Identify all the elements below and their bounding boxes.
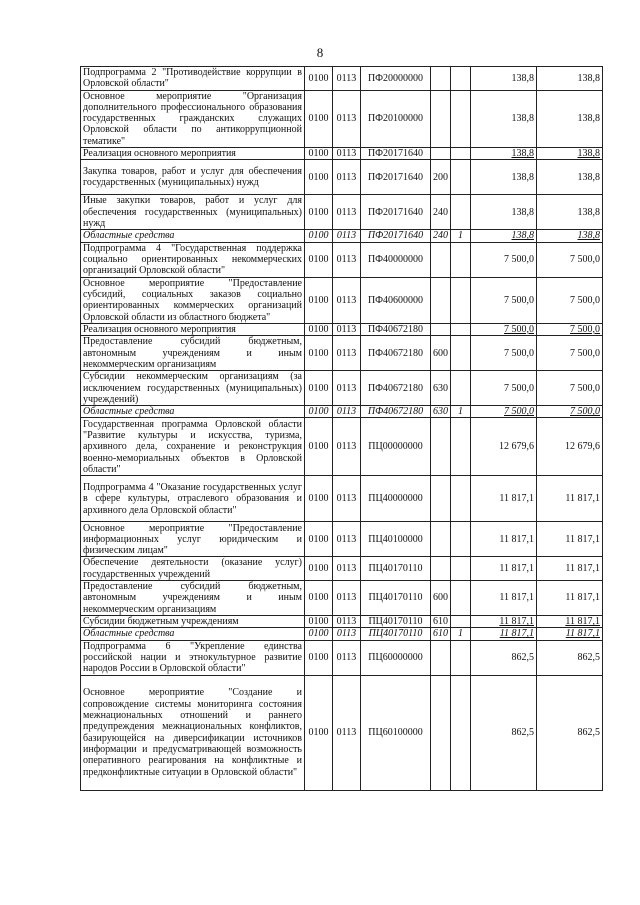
funding-source-code — [451, 640, 471, 675]
row-name: Реализация основного мероприятия — [81, 148, 305, 160]
amount-1: 862,5 — [471, 675, 537, 790]
amount-1: 7 500,0 — [471, 323, 537, 335]
subsection-code: 0113 — [333, 616, 361, 628]
target-article-code: ПЦ60100000 — [361, 675, 431, 790]
table-row — [81, 616, 603, 628]
row-name: Предоставление субсидий бюджетным, автономным учреждениям и иным некоммерческим организациям — [81, 581, 305, 616]
amount-1: 11 817,1 — [471, 581, 537, 616]
table-row — [81, 557, 603, 581]
expense-type-code — [431, 522, 451, 557]
row-name: Областные средства — [81, 230, 305, 242]
amount-2: 7 500,0 — [537, 323, 603, 335]
row-name: Предоставление субсидий бюджетным, автономным учреждениям и иным некоммерческим организациям — [81, 336, 305, 371]
target-article-code: ПФ20100000 — [361, 90, 431, 147]
target-article-code: ПФ40600000 — [361, 277, 431, 323]
table-row — [81, 371, 603, 406]
section-code: 0100 — [305, 406, 333, 418]
subsection-code: 0113 — [333, 406, 361, 418]
amount-1: 11 817,1 — [471, 522, 537, 557]
amount-1: 7 500,0 — [471, 242, 537, 277]
funding-source-code — [451, 581, 471, 616]
row-name: Областные средства — [81, 406, 305, 418]
funding-source-code — [451, 557, 471, 581]
table-row — [81, 230, 603, 242]
target-article-code: ПЦ40170110 — [361, 616, 431, 628]
expense-type-code — [431, 277, 451, 323]
funding-source-code — [451, 371, 471, 406]
expense-type-code — [431, 242, 451, 277]
amount-2: 11 817,1 — [537, 476, 603, 522]
amount-1: 138,8 — [471, 148, 537, 160]
amount-2: 138,8 — [537, 230, 603, 242]
section-code: 0100 — [305, 195, 333, 230]
subsection-code: 0113 — [333, 148, 361, 160]
table-row — [81, 628, 603, 640]
amount-1: 862,5 — [471, 640, 537, 675]
amount-1: 11 817,1 — [471, 616, 537, 628]
expense-type-code — [431, 418, 451, 476]
target-article-code: ПФ20171640 — [361, 195, 431, 230]
section-code: 0100 — [305, 616, 333, 628]
target-article-code: ПЦ40170110 — [361, 557, 431, 581]
funding-source-code — [451, 160, 471, 195]
target-article-code: ПЦ40000000 — [361, 476, 431, 522]
table-row — [81, 418, 603, 476]
target-article-code: ПФ40672180 — [361, 336, 431, 371]
table-row — [81, 675, 603, 790]
amount-1: 138,8 — [471, 195, 537, 230]
amount-2: 138,8 — [537, 90, 603, 147]
funding-source-code — [451, 195, 471, 230]
amount-1: 7 500,0 — [471, 406, 537, 418]
row-name: Основное мероприятие "Предоставление информационных услуг юридическим и физическим лицам" — [81, 522, 305, 557]
expense-type-code — [431, 148, 451, 160]
funding-source-code: 1 — [451, 628, 471, 640]
subsection-code: 0113 — [333, 277, 361, 323]
funding-source-code — [451, 336, 471, 371]
row-name: Реализация основного мероприятия — [81, 323, 305, 335]
row-name: Основное мероприятие "Создание и сопровождение системы мониторинга состояния межнациональных отношений и раннего предупреждения межнациональных конфликтов, базирующейся на диверсификации источников информации и предусматривающей возможность оперативного реагирования на конфликтные и предконфликтные ситуации в Орловской области" — [81, 675, 305, 790]
expense-type-code — [431, 90, 451, 147]
expense-type-code — [431, 323, 451, 335]
funding-source-code — [451, 67, 471, 91]
section-code: 0100 — [305, 277, 333, 323]
expense-type-code: 240 — [431, 230, 451, 242]
target-article-code: ПЦ40100000 — [361, 522, 431, 557]
subsection-code: 0113 — [333, 522, 361, 557]
funding-source-code — [451, 476, 471, 522]
amount-2: 138,8 — [537, 148, 603, 160]
section-code: 0100 — [305, 371, 333, 406]
subsection-code: 0113 — [333, 418, 361, 476]
row-name: Подпрограмма 4 "Оказание государственных услуг в сфере культуры, отраслевого образования и архивного дела Орловской области" — [81, 476, 305, 522]
amount-2: 138,8 — [537, 67, 603, 91]
section-code: 0100 — [305, 628, 333, 640]
amount-2: 11 817,1 — [537, 557, 603, 581]
funding-source-code — [451, 277, 471, 323]
expense-type-code — [431, 476, 451, 522]
subsection-code: 0113 — [333, 336, 361, 371]
table-row — [81, 522, 603, 557]
row-name: Обеспечение деятельности (оказание услуг) государственных учреждений — [81, 557, 305, 581]
row-name: Закупка товаров, работ и услуг для обеспечения государственных (муниципальных) нужд — [81, 160, 305, 195]
row-name: Областные средства — [81, 628, 305, 640]
target-article-code: ПФ40672180 — [361, 323, 431, 335]
table-row — [81, 90, 603, 147]
amount-2: 11 817,1 — [537, 581, 603, 616]
funding-source-code — [451, 90, 471, 147]
table-row — [81, 67, 603, 91]
subsection-code: 0113 — [333, 195, 361, 230]
section-code: 0100 — [305, 581, 333, 616]
table-row — [81, 336, 603, 371]
target-article-code: ПФ40672180 — [361, 371, 431, 406]
section-code: 0100 — [305, 418, 333, 476]
target-article-code: ПФ20171640 — [361, 230, 431, 242]
section-code: 0100 — [305, 230, 333, 242]
expense-type-code — [431, 557, 451, 581]
target-article-code: ПФ40000000 — [361, 242, 431, 277]
row-name: Субсидии некоммерческим организациям (за исключением государственных (муниципальных) учреждений) — [81, 371, 305, 406]
amount-2: 12 679,6 — [537, 418, 603, 476]
amount-1: 138,8 — [471, 230, 537, 242]
target-article-code: ПФ20171640 — [361, 160, 431, 195]
expense-type-code — [431, 67, 451, 91]
expense-type-code: 630 — [431, 371, 451, 406]
section-code: 0100 — [305, 148, 333, 160]
amount-2: 11 817,1 — [537, 628, 603, 640]
funding-source-code — [451, 522, 471, 557]
table-row — [81, 277, 603, 323]
amount-2: 11 817,1 — [537, 616, 603, 628]
amount-1: 11 817,1 — [471, 476, 537, 522]
row-name: Субсидии бюджетным учреждениям — [81, 616, 305, 628]
expense-type-code: 600 — [431, 581, 451, 616]
expense-type-code — [431, 640, 451, 675]
target-article-code: ПЦ60000000 — [361, 640, 431, 675]
row-name: Основное мероприятие "Предоставление субсидий, социальных заказов социально ориентированных коммерческих организаций Орловской области из областного бюджета" — [81, 277, 305, 323]
table-row — [81, 406, 603, 418]
amount-2: 7 500,0 — [537, 277, 603, 323]
amount-1: 7 500,0 — [471, 336, 537, 371]
section-code: 0100 — [305, 242, 333, 277]
amount-2: 138,8 — [537, 160, 603, 195]
amount-2: 7 500,0 — [537, 406, 603, 418]
amount-2: 11 817,1 — [537, 522, 603, 557]
subsection-code: 0113 — [333, 371, 361, 406]
table-row — [81, 148, 603, 160]
section-code: 0100 — [305, 67, 333, 91]
section-code: 0100 — [305, 557, 333, 581]
target-article-code: ПФ20171640 — [361, 148, 431, 160]
subsection-code: 0113 — [333, 581, 361, 616]
funding-source-code — [451, 418, 471, 476]
section-code: 0100 — [305, 160, 333, 195]
target-article-code: ПФ20000000 — [361, 67, 431, 91]
table-row — [81, 160, 603, 195]
row-name: Подпрограмма 4 "Государственная поддержка социально ориентированных некоммерческих организаций Орловской области" — [81, 242, 305, 277]
section-code: 0100 — [305, 323, 333, 335]
section-code: 0100 — [305, 640, 333, 675]
amount-1: 11 817,1 — [471, 628, 537, 640]
table-row — [81, 476, 603, 522]
subsection-code: 0113 — [333, 675, 361, 790]
funding-source-code — [451, 675, 471, 790]
amount-1: 11 817,1 — [471, 557, 537, 581]
target-article-code: ПЦ40170110 — [361, 628, 431, 640]
section-code: 0100 — [305, 675, 333, 790]
subsection-code: 0113 — [333, 160, 361, 195]
expense-type-code: 610 — [431, 616, 451, 628]
target-article-code: ПЦ40170110 — [361, 581, 431, 616]
table-row — [81, 242, 603, 277]
funding-source-code — [451, 616, 471, 628]
subsection-code: 0113 — [333, 230, 361, 242]
subsection-code: 0113 — [333, 628, 361, 640]
row-name: Подпрограмма 2 "Противодействие коррупции в Орловской области" — [81, 67, 305, 91]
amount-1: 138,8 — [471, 90, 537, 147]
section-code: 0100 — [305, 90, 333, 147]
budget-table — [80, 66, 603, 791]
amount-2: 138,8 — [537, 195, 603, 230]
target-article-code: ПЦ00000000 — [361, 418, 431, 476]
subsection-code: 0113 — [333, 67, 361, 91]
table-body — [81, 67, 603, 791]
subsection-code: 0113 — [333, 323, 361, 335]
amount-1: 12 679,6 — [471, 418, 537, 476]
expense-type-code: 200 — [431, 160, 451, 195]
section-code: 0100 — [305, 476, 333, 522]
funding-source-code — [451, 323, 471, 335]
amount-1: 138,8 — [471, 160, 537, 195]
amount-2: 862,5 — [537, 675, 603, 790]
subsection-code: 0113 — [333, 90, 361, 147]
subsection-code: 0113 — [333, 557, 361, 581]
section-code: 0100 — [305, 522, 333, 557]
table-row — [81, 195, 603, 230]
row-name: Подпрограмма 6 "Укрепление единства российской нации и этнокультурное развитие народов России в Орловской области" — [81, 640, 305, 675]
funding-source-code: 1 — [451, 406, 471, 418]
table-row — [81, 640, 603, 675]
row-name: Основное мероприятие "Организация дополнительного профессионального образования государственных гражданских служащих Орловской области по антикоррупционной тематике" — [81, 90, 305, 147]
expense-type-code: 600 — [431, 336, 451, 371]
section-code: 0100 — [305, 336, 333, 371]
target-article-code: ПФ40672180 — [361, 406, 431, 418]
amount-2: 7 500,0 — [537, 242, 603, 277]
row-name: Государственная программа Орловской области "Развитие культуры и искусства, туризма, архивного дела, сохранение и реконструкция военно-мемориальных объектов в Орловской области" — [81, 418, 305, 476]
expense-type-code: 240 — [431, 195, 451, 230]
table-row — [81, 323, 603, 335]
expense-type-code: 610 — [431, 628, 451, 640]
amount-2: 7 500,0 — [537, 371, 603, 406]
amount-1: 7 500,0 — [471, 277, 537, 323]
amount-2: 862,5 — [537, 640, 603, 675]
subsection-code: 0113 — [333, 242, 361, 277]
amount-1: 138,8 — [471, 67, 537, 91]
subsection-code: 0113 — [333, 476, 361, 522]
expense-type-code — [431, 675, 451, 790]
row-name: Иные закупки товаров, работ и услуг для обеспечения государственных (муниципальных) нужд — [81, 195, 305, 230]
page-number: 8 — [316, 45, 324, 60]
expense-type-code: 630 — [431, 406, 451, 418]
amount-2: 7 500,0 — [537, 336, 603, 371]
amount-1: 7 500,0 — [471, 371, 537, 406]
funding-source-code — [451, 242, 471, 277]
funding-source-code — [451, 148, 471, 160]
table-row — [81, 581, 603, 616]
funding-source-code: 1 — [451, 230, 471, 242]
subsection-code: 0113 — [333, 640, 361, 675]
